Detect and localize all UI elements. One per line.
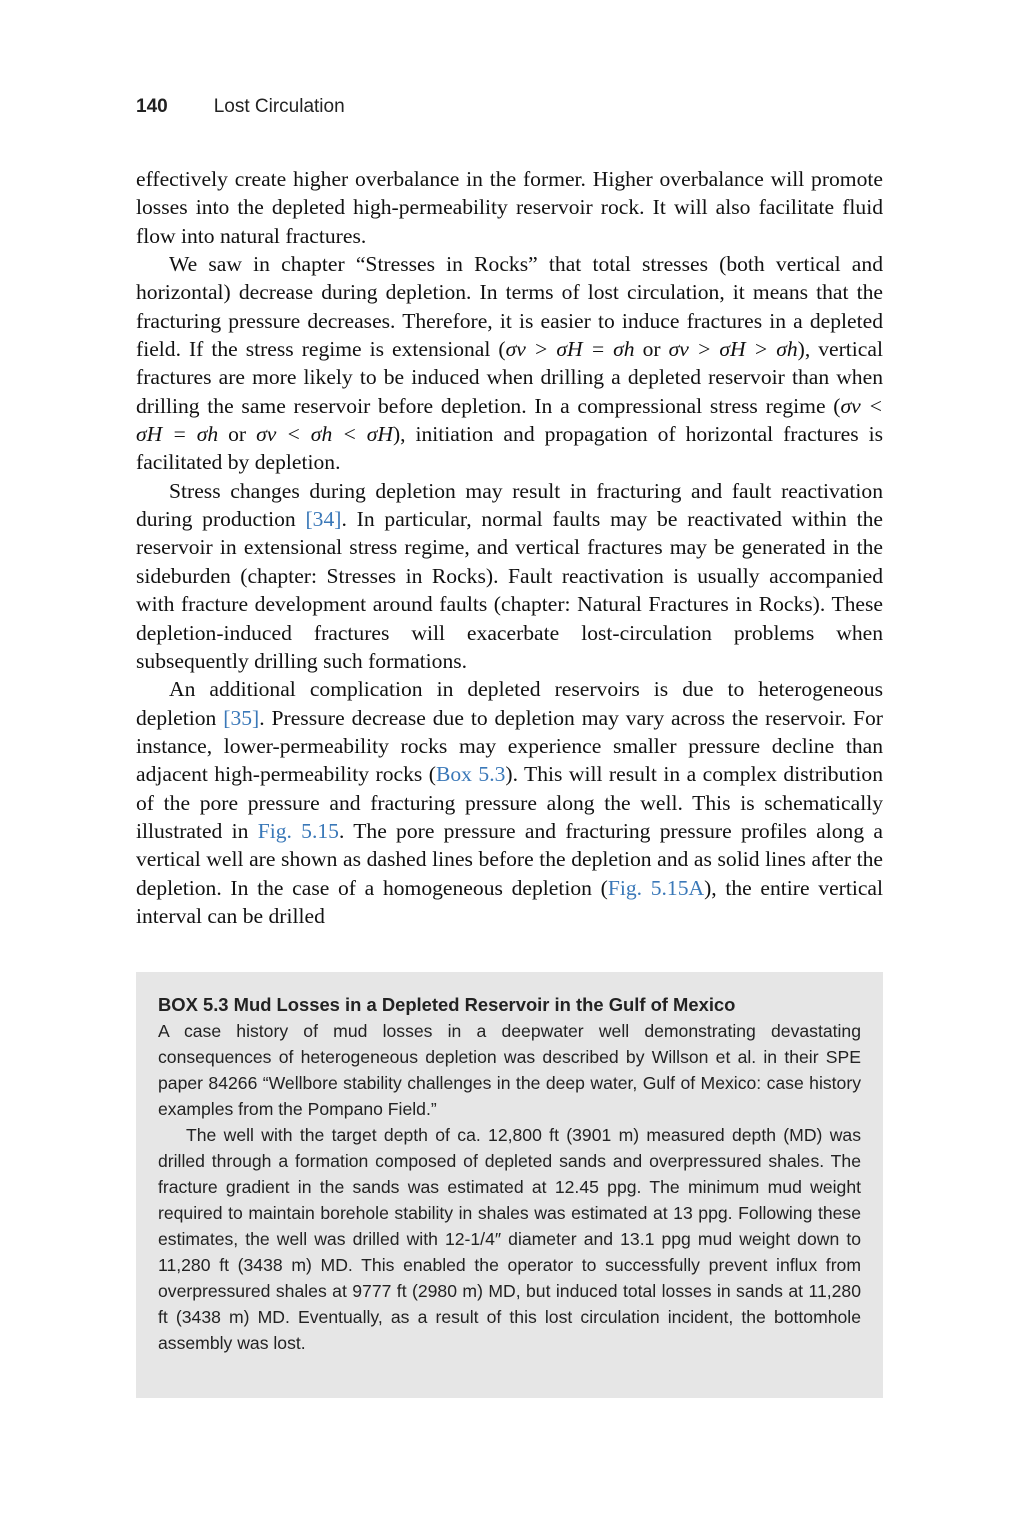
running-head bbox=[136, 96, 345, 118]
box-5-3-link[interactable]: Box 5.3 bbox=[435, 762, 506, 787]
text-run: ), the entire vertical interval can be drilled bbox=[136, 875, 884, 928]
stress-relation: σv < σH = σh bbox=[136, 393, 883, 447]
citation-link-34[interactable]: [34] bbox=[305, 507, 342, 532]
box-5-3 bbox=[136, 972, 883, 1398]
paragraph-2 bbox=[136, 250, 883, 477]
text-run: or bbox=[218, 422, 257, 447]
figure-5-15-link[interactable]: Fig. 5.15 bbox=[257, 818, 339, 843]
paragraph-4 bbox=[136, 675, 883, 930]
stress-relation: σv < σh < σH bbox=[256, 422, 393, 447]
text-run: . The pore pressure and fracturing pressure profiles along a vertical well are shown as dashed lines before the depletion and as solid lines after the depletion. In the case of a homogeneous depletion ( bbox=[136, 818, 883, 900]
stress-relation: σv > σH > σh bbox=[668, 337, 798, 362]
text-run: . Pressure decrease due to depletion may vary across the reservoir. For instance, lower-permeability rocks may experience smaller pressure decline than adjacent high-permeability rocks ( bbox=[136, 705, 883, 787]
text-run: ), initiation and propagation of horizontal fractures is facilitated by depletion. bbox=[136, 422, 883, 475]
box-paragraph-2: The well with the target depth of ca. 12,800 ft (3901 m) measured depth (MD) was drilled through a formation composed of depleted sands and overpressured shales. The fracture gradient in the sands was estimated at 12.45 ppg. The minimum mud weight required to maintain borehole stability in shales was estimated at 13 ppg. Following these estimates, the well was drilled with 12-1/4″ diameter and 13.1 ppg mud weight down to 11,280 ft (3438 m) MD. This enabled the operator to successfully prevent influx from overpressured shales at 9777 ft (2980 m) MD, but induced total losses in sands at 11,280 ft (3438 m) MD. Eventually, as a result of this lost circulation incident, the bottomhole assembly was lost. bbox=[158, 1125, 861, 1353]
text-run: Stress changes during depletion may result in fracturing and fault reactivation during production bbox=[136, 478, 883, 532]
text-run: ). This will result in a complex distribution of the pore pressure and fracturing pressure along the well. This is schematically illustrated in bbox=[136, 762, 883, 843]
text-run: . In particular, normal faults may be reactivated within the reservoir in extensional stress regime, and vertical fractures may be generated in the sideburden (chapter: Stresses in Rocks). Fault reactivation is usually accompanied with fracture development around faults (chapter: Natural Fractures in Rocks). These depletion-induced fractures will exacerbate lost-circulation problems when subsequently drilling such formations. bbox=[136, 507, 884, 673]
text-run: An additional complication in depleted reservoirs is due to heterogeneous depletion bbox=[136, 677, 883, 730]
stress-relation: σv > σH = σh bbox=[505, 337, 635, 362]
box-title: BOX 5.3 Mud Losses in a Depleted Reservoir in the Gulf of Mexico bbox=[158, 994, 736, 1015]
chapter-title: Lost Circulation bbox=[213, 96, 345, 117]
text-run: We saw in chapter “Stresses in Rocks” that total stresses (both vertical and horizontal) decrease during depletion. In terms of lost circulation, it means that the fracturing pressure decreases. Therefore, it is easier to induce fractures in a depleted field. If the stress regime is extensional ( bbox=[136, 252, 883, 362]
paragraph-1: effectively create higher overbalance in the former. Higher overbalance will promote losses into the depleted high-permeability reservoir rock. It will also facilitate fluid flow into natural fractures. bbox=[136, 167, 883, 248]
citation-link-35[interactable]: [35] bbox=[223, 705, 260, 730]
text-run: ), vertical fractures are more likely to be induced when drilling a depleted reservoir than when drilling the same reservoir before depletion. In a compressional stress regime ( bbox=[136, 337, 883, 418]
page-number: 140 bbox=[136, 96, 168, 117]
box-paragraph-1: A case history of mud losses in a deepwater well demonstrating devastating consequences of heterogeneous depletion was described by Willson et al. in their SPE paper 84266 “Wellbore stability challenges in the deep water, Gulf of Mexico: case history examples from the Pompano Field.” bbox=[158, 1021, 861, 1119]
text-run: or bbox=[634, 337, 669, 362]
body-text bbox=[136, 165, 883, 930]
figure-5-15a-link[interactable]: Fig. 5.15A bbox=[607, 875, 705, 900]
paragraph-3 bbox=[136, 477, 883, 675]
